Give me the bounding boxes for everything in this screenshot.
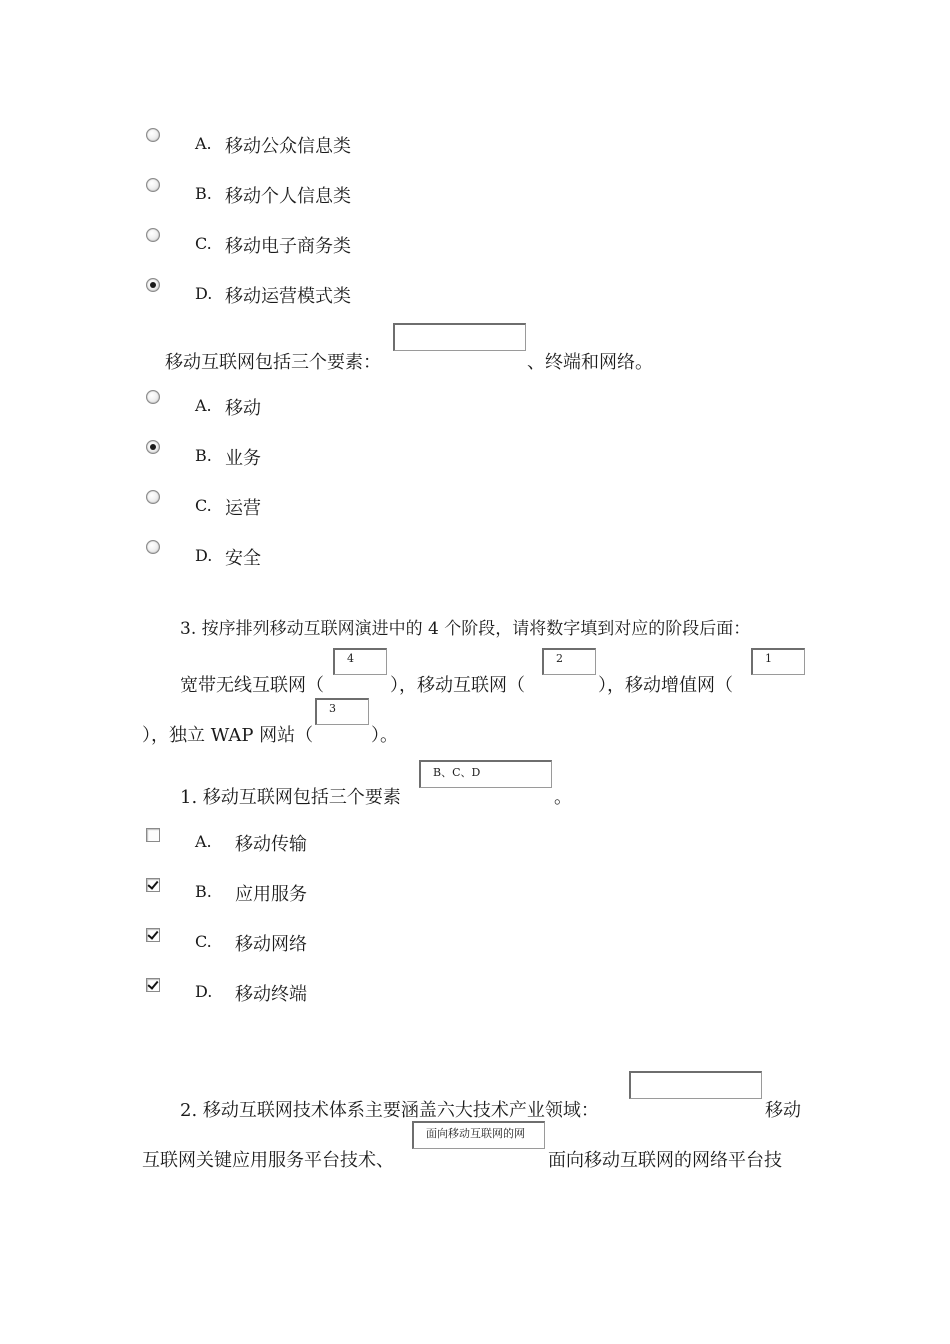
radio-elements-b[interactable] xyxy=(146,440,160,454)
option-letter: A. xyxy=(195,396,212,415)
q2-line2-prefix: 互联网关键应用服务平台技术、 xyxy=(142,1150,394,1171)
radio-prev-a[interactable] xyxy=(146,128,160,142)
checkbox-q1-a[interactable] xyxy=(146,828,160,842)
q2-after-blank2: 面向移动互联网的网络平台技 xyxy=(548,1150,782,1171)
stage1-label: 宽带无线互联网（ xyxy=(180,675,324,696)
q2-blank1-input[interactable] xyxy=(629,1071,762,1099)
option-text: 移动传输 xyxy=(235,834,307,855)
option-letter: D. xyxy=(195,982,213,1001)
question-elements-suffix: 、终端和网络。 xyxy=(527,352,653,373)
option-text: 移动运营模式类 xyxy=(225,286,351,307)
option-text: 移动 xyxy=(225,398,261,419)
stage4-suffix: ）。 xyxy=(371,725,398,746)
question-3-prompt: 3. 按序排列移动互联网演进中的 4 个阶段，请将数字填到对应的阶段后面： xyxy=(180,619,751,639)
stage3-label: ），移动增值网（ xyxy=(598,675,733,696)
option-text: 移动个人信息类 xyxy=(225,186,351,207)
option-letter: B. xyxy=(195,882,212,901)
question-1-prompt: 1. 移动互联网包括三个要素 xyxy=(180,787,401,808)
option-letter: A. xyxy=(195,134,212,153)
stage4-prefix: ），独立 WAP 网站（ xyxy=(142,725,314,746)
checkbox-q1-d[interactable] xyxy=(146,978,160,992)
option-letter: C. xyxy=(195,234,212,253)
option-letter: D. xyxy=(195,284,213,303)
option-text: 移动终端 xyxy=(235,984,307,1005)
q2-blank2-input[interactable]: 面向移动互联网的网 xyxy=(412,1121,545,1149)
option-text: 移动公众信息类 xyxy=(225,136,351,157)
option-text: 业务 xyxy=(225,448,261,469)
radio-elements-d[interactable] xyxy=(146,540,160,554)
q2-after-blank1: 移动 xyxy=(765,1100,801,1121)
checkbox-q1-b[interactable] xyxy=(146,878,160,892)
stage1-input[interactable]: 4 xyxy=(333,648,387,675)
radio-elements-c[interactable] xyxy=(146,490,160,504)
option-letter: C. xyxy=(195,496,212,515)
option-text: 运营 xyxy=(225,498,261,519)
option-letter: B. xyxy=(195,184,212,203)
question-elements-prompt: 移动互联网包括三个要素： xyxy=(165,352,381,373)
option-letter: C. xyxy=(195,932,212,951)
radio-prev-b[interactable] xyxy=(146,178,160,192)
radio-prev-d[interactable] xyxy=(146,278,160,292)
stage2-label: ），移动互联网（ xyxy=(390,675,525,696)
elements-answer-input[interactable] xyxy=(393,323,526,351)
radio-elements-a[interactable] xyxy=(146,390,160,404)
checkbox-q1-c[interactable] xyxy=(146,928,160,942)
option-letter: A. xyxy=(195,832,212,851)
stage3-input[interactable]: 1 xyxy=(751,648,805,675)
option-text: 移动电子商务类 xyxy=(225,236,351,257)
stage2-input[interactable]: 2 xyxy=(542,648,596,675)
option-text: 应用服务 xyxy=(235,884,307,905)
option-letter: D. xyxy=(195,546,213,565)
q1-answer-input[interactable]: B、C、D xyxy=(419,760,552,788)
option-text: 安全 xyxy=(225,548,261,569)
radio-prev-c[interactable] xyxy=(146,228,160,242)
option-text: 移动网络 xyxy=(235,934,307,955)
question-1-suffix: 。 xyxy=(554,787,572,808)
question-2-prompt: 2. 移动互联网技术体系主要涵盖六大技术产业领域： xyxy=(180,1100,599,1121)
option-letter: B. xyxy=(195,446,212,465)
stage4-input[interactable]: 3 xyxy=(315,698,369,725)
